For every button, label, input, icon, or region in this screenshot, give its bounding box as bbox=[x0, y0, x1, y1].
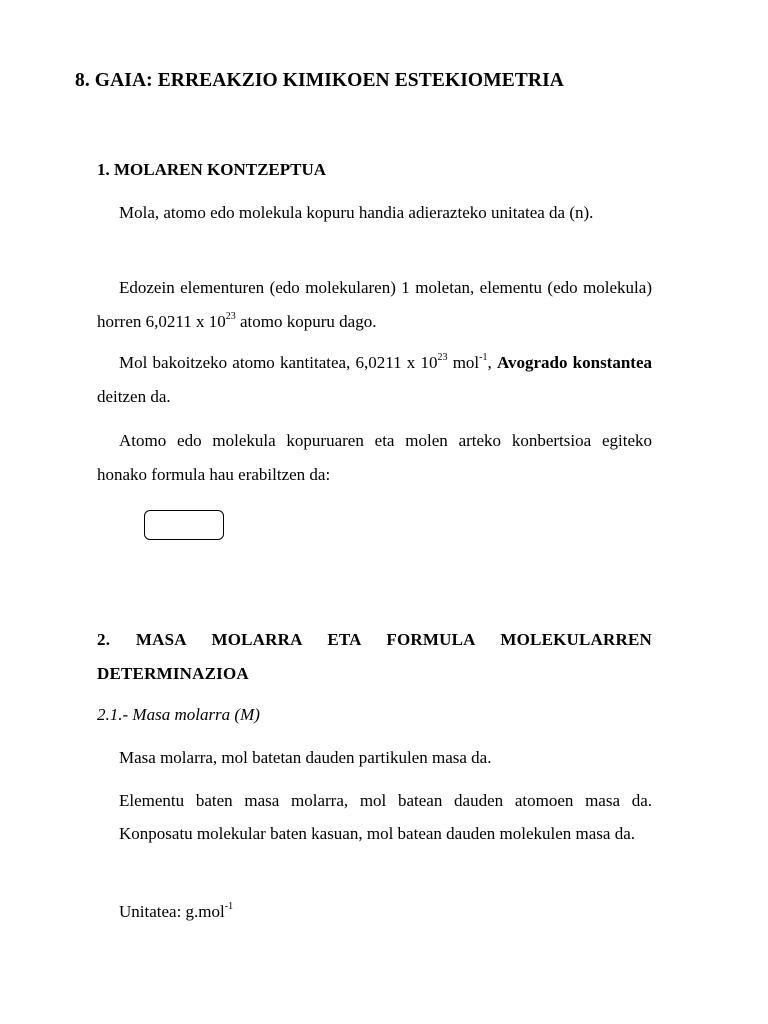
heading-line: 2. MASA MOLARRA ETA FORMULA MOLEKULARREN bbox=[97, 630, 652, 649]
bold-term: Avogrado konstantea bbox=[496, 353, 653, 372]
paragraph-text: Masa molarra, mol batetan dauden partikulen masa da. bbox=[119, 748, 492, 767]
section-1-heading: 1. MOLAREN KONTZEPTUA bbox=[97, 160, 327, 179]
paragraph-text: mol bbox=[447, 353, 480, 372]
exponent: -1 bbox=[479, 352, 488, 363]
paragraph-text: Unitatea: g.mol bbox=[119, 902, 225, 921]
exponent: -1 bbox=[224, 901, 234, 912]
paragraph-avogadro-count bbox=[97, 271, 652, 339]
paragraph-text: , bbox=[487, 353, 497, 372]
paragraph-element-molar-mass bbox=[119, 784, 652, 850]
formula-box bbox=[144, 510, 224, 540]
paragraph-text: Mol bakoitzeko atomo kantitatea, 6,0211 x 10 bbox=[119, 353, 438, 372]
exponent: 23 bbox=[225, 311, 236, 322]
paragraph-text: Elementu baten masa molarra, mol batean dauden atomoen masa da. Konposatu molekular baten kasuan, mol batean dauden molekulen masa da. bbox=[119, 791, 652, 843]
subsection-heading: 2.1.- Masa molarra (M) bbox=[97, 705, 260, 724]
paragraph-text: atomo kopuru dago. bbox=[235, 312, 377, 331]
heading-line: DETERMINAZIOA bbox=[97, 664, 249, 683]
paragraph-mola-definition bbox=[97, 196, 652, 230]
paragraph-unit bbox=[97, 895, 652, 928]
paragraph-text: Edozein elementuren (edo molekularen) 1 moletan, elementu (edo molekula) horren 6,0211 x 10 bbox=[97, 278, 652, 331]
paragraph-avogadro-constant bbox=[97, 346, 652, 414]
section-2-heading bbox=[97, 623, 652, 691]
paragraph-text: Atomo edo molekula kopuruaren eta molen arteko konbertsioa egiteko honako formula hau erabiltzen da: bbox=[97, 431, 652, 484]
paragraph-text: deitzen da. bbox=[97, 387, 171, 406]
exponent: 23 bbox=[437, 352, 448, 363]
paragraph-conversion-formula bbox=[97, 424, 652, 492]
page-title: 8. GAIA: ERREAKZIO KIMIKOEN ESTEKIOMETRIA bbox=[75, 70, 564, 91]
paragraph-text: Mola, atomo edo molekula kopuru handia adierazteko unitatea da (n). bbox=[119, 203, 594, 222]
paragraph-molar-mass bbox=[97, 741, 652, 774]
